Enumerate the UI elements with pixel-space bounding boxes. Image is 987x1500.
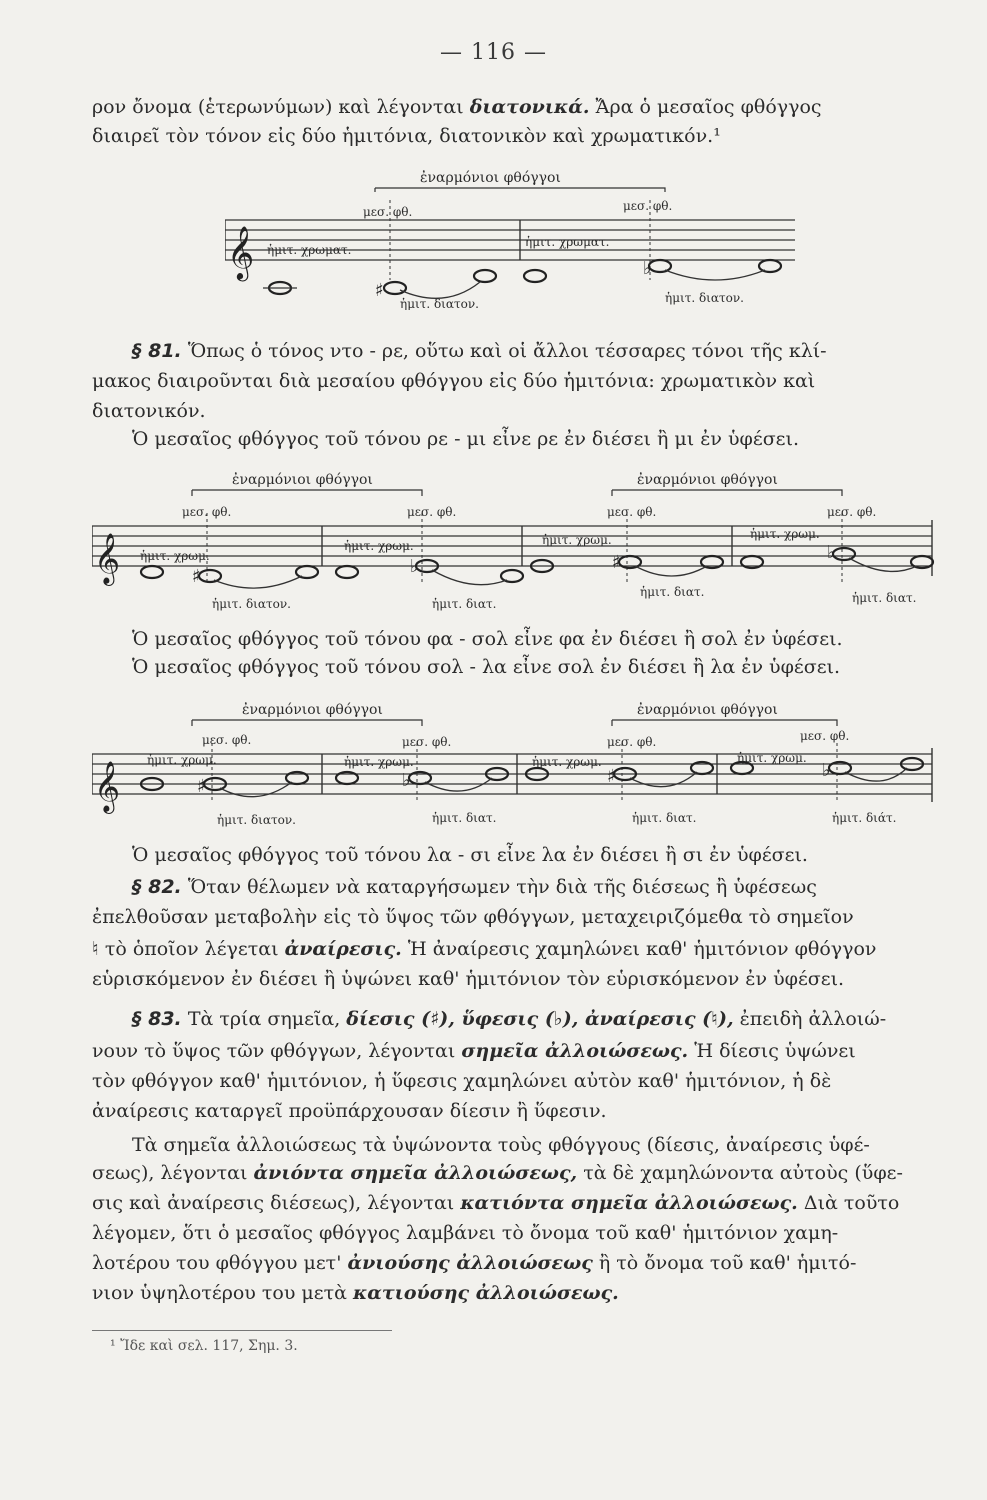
- svg-text:♯: ♯: [197, 776, 206, 797]
- svg-text:μεσ. φθ.: μεσ. φθ.: [800, 729, 850, 743]
- svg-text:♯: ♯: [612, 552, 621, 573]
- svg-text:μεσ. φθ.: μεσ. φθ.: [202, 733, 252, 747]
- text-line: σεως), λέγονται ἀνιόντα σημεῖα ἀλλοιώσεως, τὰ δὲ χαμηλώνοντα αὐτοὺς (ὕφε-: [92, 1162, 903, 1184]
- footnote-divider: [92, 1330, 392, 1331]
- svg-text:ἡμιτ. χρωμ.: ἡμιτ. χρωμ.: [140, 549, 210, 563]
- page-number: — 116 —: [440, 40, 547, 65]
- text-line: τὸν φθόγγον καθ' ἡμιτόνιον, ἡ ὕφεσις χαμηλώνει αὐτὸν καθ' ἡμιτόνιον, ἡ δὲ: [92, 1070, 832, 1092]
- svg-text:𝄞: 𝄞: [94, 533, 121, 584]
- svg-text:μεσ. φθ.: μεσ. φθ.: [363, 205, 413, 219]
- figure-title: ἐναρμόνιοι φθόγγοι: [420, 170, 561, 186]
- svg-text:ἡμιτ. διάτ.: ἡμιτ. διάτ.: [832, 811, 897, 825]
- svg-text:ἡμιτ. χρωματ.: ἡμιτ. χρωματ.: [525, 235, 610, 249]
- svg-text:ἡμιτ. διατον.: ἡμιτ. διατον.: [400, 297, 479, 310]
- text-line: σις καὶ ἀναίρεσις διέσεως), λέγονται κατιόντα σημεῖα ἀλλοιώσεως. Διὰ τοῦτο: [92, 1192, 900, 1214]
- section-82: § 82.: [132, 876, 182, 898]
- svg-text:ἡμιτ. διατ.: ἡμιτ. διατ.: [852, 591, 917, 605]
- svg-text:μεσ. φθ.: μεσ. φθ.: [182, 505, 232, 519]
- svg-text:ἡμιτ. διατον.: ἡμιτ. διατον.: [212, 597, 291, 611]
- svg-text:μεσ. φθ.: μεσ. φθ.: [607, 735, 657, 749]
- music-figure-3: [92, 698, 937, 833]
- svg-text:♭: ♭: [822, 760, 831, 781]
- svg-text:ἡμιτ. χρωμ.: ἡμιτ. χρωμ.: [344, 755, 414, 769]
- svg-text:μεσ. φθ.: μεσ. φθ.: [402, 735, 452, 749]
- svg-text:ἡμιτ. χρωμ.: ἡμιτ. χρωμ.: [750, 527, 820, 541]
- section-83: § 83.: [132, 1008, 182, 1030]
- svg-text:♭: ♭: [643, 258, 652, 279]
- text-line: λοτέρου του φθόγγου μετ' ἀνιούσης ἀλλοιώσεως ἢ τὸ ὄνομα τοῦ καθ' ἡμιτό-: [92, 1252, 857, 1274]
- svg-text:𝄞: 𝄞: [227, 225, 255, 279]
- svg-text:ἡμιτ. διατον.: ἡμιτ. διατον.: [665, 291, 744, 305]
- svg-text:μεσ. φθ.: μεσ. φθ.: [607, 505, 657, 519]
- svg-text:ἡμιτ. χρωμ.: ἡμιτ. χρωμ.: [344, 539, 414, 553]
- text-line: ἀναίρεσις καταργεῖ προϋπάρχουσαν δίεσιν ἢ ὕφεσιν.: [92, 1100, 607, 1122]
- svg-text:ἡμιτ. διατ.: ἡμιτ. διατ.: [632, 811, 697, 825]
- svg-text:ἡμιτ. διατ.: ἡμιτ. διατ.: [432, 597, 497, 611]
- text-line: νουν τὸ ὕψος τῶν φθόγγων, λέγονται σημεῖα ἀλλοιώσεως. Ἡ δίεσις ὑψώνει: [92, 1040, 856, 1062]
- svg-text:ἐναρμόνιοι φθόγγοι: ἐναρμόνιοι φθόγγοι: [232, 472, 373, 488]
- svg-text:♭: ♭: [410, 556, 419, 577]
- text-line: διατονικόν.: [92, 400, 206, 422]
- text-line: § 81. Ὅπως ὁ τόνος ντο - ρε, οὕτω καὶ οἱ ἄλλοι τέσσαρες τόνοι τῆς κλί-: [132, 340, 827, 362]
- svg-text:♭: ♭: [827, 542, 836, 563]
- svg-text:ἐναρμόνιοι φθόγγοι: ἐναρμόνιοι φθόγγοι: [242, 702, 383, 718]
- footnote: ¹ Ἴδε καὶ σελ. 117, Σημ. 3.: [110, 1338, 298, 1354]
- text-line: Ὁ μεσαῖος φθόγγος τοῦ τόνου λα - σι εἶνε λα ἐν διέσει ἢ σι ἐν ὑφέσει.: [132, 844, 808, 866]
- svg-text:♯: ♯: [375, 280, 384, 301]
- text-line: ρον ὄνομα (ἑτερωνύμων) καὶ λέγονται διατονικά. Ἄρα ὁ μεσαῖος φθόγγος: [92, 96, 822, 118]
- text-line: Ὁ μεσαῖος φθόγγος τοῦ τόνου ρε - μι εἶνε ρε ἐν διέσει ἢ μι ἐν ὑφέσει.: [132, 428, 800, 450]
- text-line: εὑρισκόμενον ἐν διέσει ἢ ὑψώνει καθ' ἡμιτόνιον τὸν εὑρισκόμενον ἐν ὑφέσει.: [92, 968, 845, 990]
- music-figure-2: [92, 468, 937, 618]
- text-line: λέγομεν, ὅτι ὁ μεσαῖος φθόγγος λαμβάνει τὸ ὄνομα τοῦ καθ' ἡμιτόνιον χαμη-: [92, 1222, 839, 1244]
- svg-text:ἐναρμόνιοι φθόγγοι: ἐναρμόνιοι φθόγγοι: [637, 472, 778, 488]
- svg-text:μεσ. φθ.: μεσ. φθ.: [407, 505, 457, 519]
- svg-text:μεσ. φθ.: μεσ. φθ.: [623, 199, 673, 213]
- svg-text:μεσ. φθ.: μεσ. φθ.: [827, 505, 877, 519]
- svg-text:♭: ♭: [402, 770, 411, 791]
- svg-text:ἡμιτ. διατ.: ἡμιτ. διατ.: [432, 811, 497, 825]
- section-81: § 81.: [132, 340, 182, 362]
- svg-text:𝄞: 𝄞: [94, 761, 121, 812]
- text-line: ♮ τὸ ὁποῖον λέγεται ἀναίρεσις. Ἡ ἀναίρεσις χαμηλώνει καθ' ἡμιτόνιον φθόγγον: [92, 938, 877, 960]
- svg-text:ἡμιτ. χρωμ.: ἡμιτ. χρωμ.: [532, 755, 602, 769]
- svg-text:ἡμιτ. χρωματ.: ἡμιτ. χρωματ.: [267, 243, 352, 257]
- text-line: διαιρεῖ τὸν τόνον εἰς δύο ἡμιτόνια, διατονικὸν καὶ χρωματικόν.¹: [92, 125, 721, 147]
- text-line: § 82. Ὅταν θέλωμεν νὰ καταργήσωμεν τὴν διὰ τῆς διέσεως ἢ ὑφέσεως: [132, 876, 817, 898]
- text-line: μακος διαιροῦνται διὰ μεσαίου φθόγγου εἰς δύο ἡμιτόνια: χρωματικὸν καὶ: [92, 370, 816, 392]
- text-line: § 83. Τὰ τρία σημεῖα, δίεσις (♯), ὕφεσις (♭), ἀναίρεσις (♮), ἐπειδὴ ἀλλοιώ-: [132, 1008, 887, 1030]
- text-line: ἐπελθοῦσαν μεταβολὴν εἰς τὸ ὕψος τῶν φθόγγων, μεταχειριζόμεθα τὸ σημεῖον: [92, 906, 854, 928]
- svg-text:ἡμιτ. χρωμ.: ἡμιτ. χρωμ.: [147, 753, 217, 767]
- svg-text:♯: ♯: [607, 766, 616, 787]
- text-line: Ὁ μεσαῖος φθόγγος τοῦ τόνου σολ - λα εἶνε σολ ἐν διέσει ἢ λα ἐν ὑφέσει.: [132, 656, 841, 678]
- svg-text:ἐναρμόνιοι φθόγγοι: ἐναρμόνιοι φθόγγοι: [637, 702, 778, 718]
- svg-text:ἡμιτ. χρωμ.: ἡμιτ. χρωμ.: [737, 751, 807, 765]
- text-line: νιον ὑψηλοτέρου του μετὰ κατιούσης ἀλλοιώσεως.: [92, 1282, 619, 1304]
- svg-text:ἡμιτ. διατ.: ἡμιτ. διατ.: [640, 585, 705, 599]
- svg-text:ἡμιτ. διατον.: ἡμιτ. διατον.: [217, 813, 296, 827]
- svg-text:ἡμιτ. χρωμ.: ἡμιτ. χρωμ.: [542, 533, 612, 547]
- svg-text:♯: ♯: [192, 566, 201, 587]
- text-line: Ὁ μεσαῖος φθόγγος τοῦ τόνου φα - σολ εἶνε φα ἐν διέσει ἢ σολ ἐν ὑφέσει.: [132, 628, 843, 650]
- text-line: Τὰ σημεῖα ἀλλοιώσεως τὰ ὑψώνοντα τοὺς φθόγγους (δίεσις, ἀναίρεσις ὑφέ-: [132, 1134, 870, 1156]
- music-figure-1: [225, 160, 795, 310]
